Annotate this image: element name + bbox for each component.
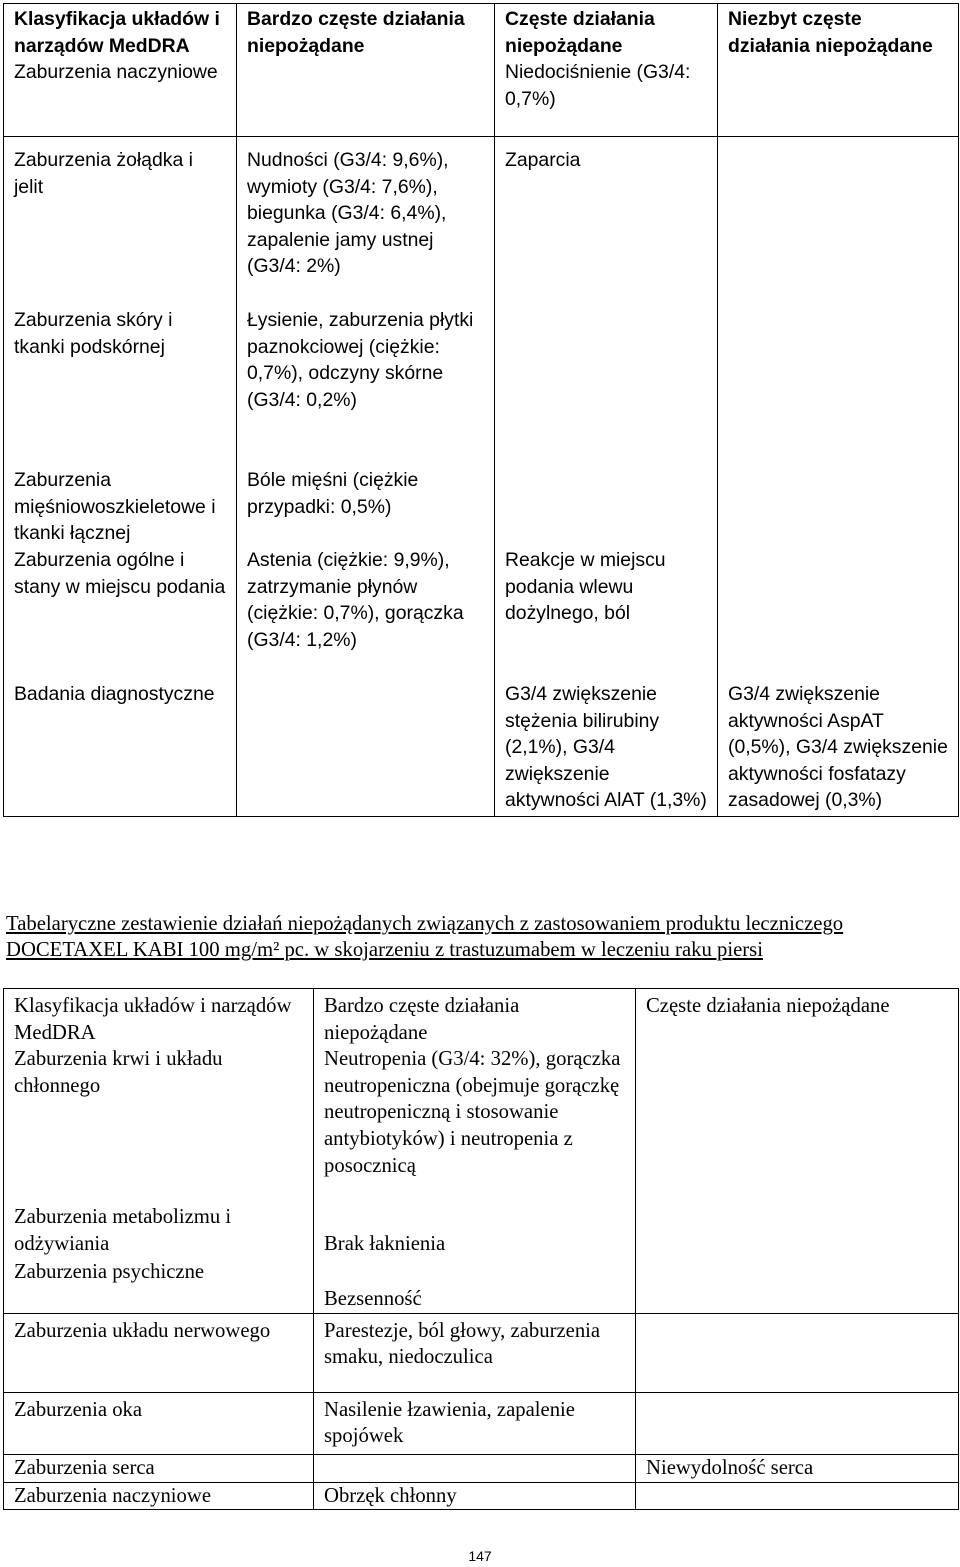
table2-row-soc: Zaburzenia psychiczne [14, 1261, 205, 1284]
table1-soc-column [4, 4, 237, 137]
table2-soc-cell [4, 1392, 314, 1454]
table2-row-very-common: Bezsenność [324, 1288, 422, 1311]
table2-row-soc: Zaburzenia naczyniowe [14, 1484, 211, 1507]
table1-header-common: Częste działania niepożądane [505, 8, 655, 57]
table1-very-common-cell [237, 137, 495, 817]
table2-soc-cell [4, 1454, 314, 1482]
table1-row-soc: Zaburzenia ogólne i stany w miejscu podania [14, 549, 226, 598]
table1-soc-cell [4, 137, 237, 817]
table2-row [4, 1392, 959, 1454]
page-number: 147 [468, 1548, 492, 1564]
table1-row-soc: Zaburzenia naczyniowe [14, 61, 218, 84]
table1-row-common: Niedociśnienie (G3/4: 0,7%) [505, 61, 691, 110]
table1-row-very-common: Łysienie, zaburzenia płytki paznokciowej (ciężkie: 0,7%), odczyny skórne (G3/4: 0,2%) [247, 309, 474, 411]
table2-header-row [4, 989, 959, 1314]
table2-common-cell [636, 1482, 959, 1510]
table1-row-very-common: Astenia (ciężkie: 9,9%), zatrzymanie płynów (ciężkie: 0,7%), gorączka (G3/4: 1,2%) [247, 549, 464, 651]
table1-row-common [505, 307, 707, 467]
table1-row-soc: Zaburzenia skóry i tkanki podskórnej [14, 309, 173, 358]
table1-row-soc: Zaburzenia żołądka i jelit [14, 149, 193, 198]
table2-row-common: Niewydolność serca [646, 1456, 814, 1479]
table1-header-uncommon: Niezbyt częste działania niepożądane [728, 8, 933, 57]
adverse-reactions-table-1 [3, 3, 959, 817]
table1-header-soc: Klasyfikacja układów i narządów MedDRA [14, 8, 220, 57]
table1-row-soc: Zaburzenia mięśniowoszkieletowe i tkanki łącznej [14, 469, 216, 545]
table2-row-soc: Zaburzenia układu nerwowego [14, 1319, 271, 1342]
table1-row-very-common: Nudności (G3/4: 9,6%), wymioty (G3/4: 7,6%), biegunka (G3/4: 6,4%), zapalenie jamy ustnej (G3/4: 2%) [247, 149, 449, 278]
table2-very-common-cell [314, 1482, 636, 1510]
table1-very-common-column [237, 4, 495, 137]
table2-soc-column [4, 989, 314, 1314]
table2-caption: Tabelaryczne zestawienie działań niepożądanych związanych z zastosowaniem produktu leczniczego DOCETAXEL KABI 100 mg/m² pc. w skojarzeniu z trastuzumabem w leczeniu raku piersi [6, 913, 844, 961]
table2-row-very-common: Brak łaknienia [324, 1233, 446, 1256]
table2-common-cell [636, 1454, 959, 1482]
table1-common-column [495, 4, 718, 137]
table2-header-very-common: Bardzo częste działania niepożądane [324, 995, 520, 1044]
table2-soc-cell [4, 1482, 314, 1510]
table2-row-very-common: Parestezje, ból głowy, zaburzenia smaku, niedoczulica [324, 1319, 601, 1369]
table2-row-soc: Zaburzenia krwi i układu chłonnego [14, 1048, 223, 1097]
table1-header-very-common: Bardzo częste działania niepożądane [247, 8, 465, 57]
table2-common-cell [636, 1313, 959, 1392]
table2-header-common: Częste działania niepożądane [646, 995, 890, 1017]
table2-row-soc: Zaburzenia serca [14, 1456, 155, 1479]
table2-header-soc: Klasyfikacja układów i narządów MedDRA [14, 995, 292, 1044]
table2-row [4, 1454, 959, 1482]
table2-very-common-column [314, 989, 636, 1314]
table2-row-very-common: Neutropenia (G3/4: 32%), gorączka neutropeniczna (obejmuje gorączkę neutropeniczną i stosowanie antybiotyków) i neutropenia z posocznicą [324, 1048, 621, 1177]
table1-row-very-common: Bóle mięśni (ciężkie przypadki: 0,5%) [247, 469, 419, 518]
table1-row-common: G3/4 zwiększenie stężenia bilirubiny (2,1%), G3/4 zwiększenie aktywności AlAT (1,3%) [505, 683, 707, 812]
table2-common-cell [636, 1392, 959, 1454]
table1-row-common: Reakcje w miejscu podania wlewu dożylnego, ból [505, 549, 666, 625]
table2-very-common-cell [314, 1454, 636, 1482]
table2-row-soc: Zaburzenia oka [14, 1398, 143, 1421]
table1-body-row [4, 137, 959, 817]
table2-row-very-common: Nasilenie łzawienia, zapalenie spojówek [324, 1398, 575, 1448]
table1-uncommon-column [718, 4, 959, 137]
table1-row-uncommon [728, 307, 948, 467]
table1-row-common [505, 467, 707, 547]
table2-very-common-cell [314, 1392, 636, 1454]
table1-uncommon-cell [718, 137, 959, 817]
table1-row-soc: Badania diagnostyczne [14, 683, 215, 705]
table1-row-uncommon [728, 147, 948, 307]
table1-common-cell [495, 137, 718, 817]
table2-very-common-cell [314, 1313, 636, 1392]
table2-row-soc: Zaburzenia metabolizmu i odżywiania [14, 1206, 232, 1255]
table2-row [4, 1313, 959, 1392]
adverse-reactions-table-2 [3, 988, 959, 1510]
table1-row-uncommon: G3/4 zwiększenie aktywności AspAT (0,5%), G3/4 zwiększenie aktywności fosfatazy zasadowej (0,3%) [728, 683, 948, 812]
table2-row-very-common: Obrzęk chłonny [324, 1484, 457, 1507]
table1-row-common: Zaparcia [505, 149, 581, 171]
table2-common-column [636, 989, 959, 1314]
table1-row-uncommon [728, 547, 948, 681]
table2-row [4, 1482, 959, 1510]
table2-soc-cell [4, 1313, 314, 1392]
table1-header-row [4, 4, 959, 137]
table1-row-uncommon [728, 467, 948, 547]
